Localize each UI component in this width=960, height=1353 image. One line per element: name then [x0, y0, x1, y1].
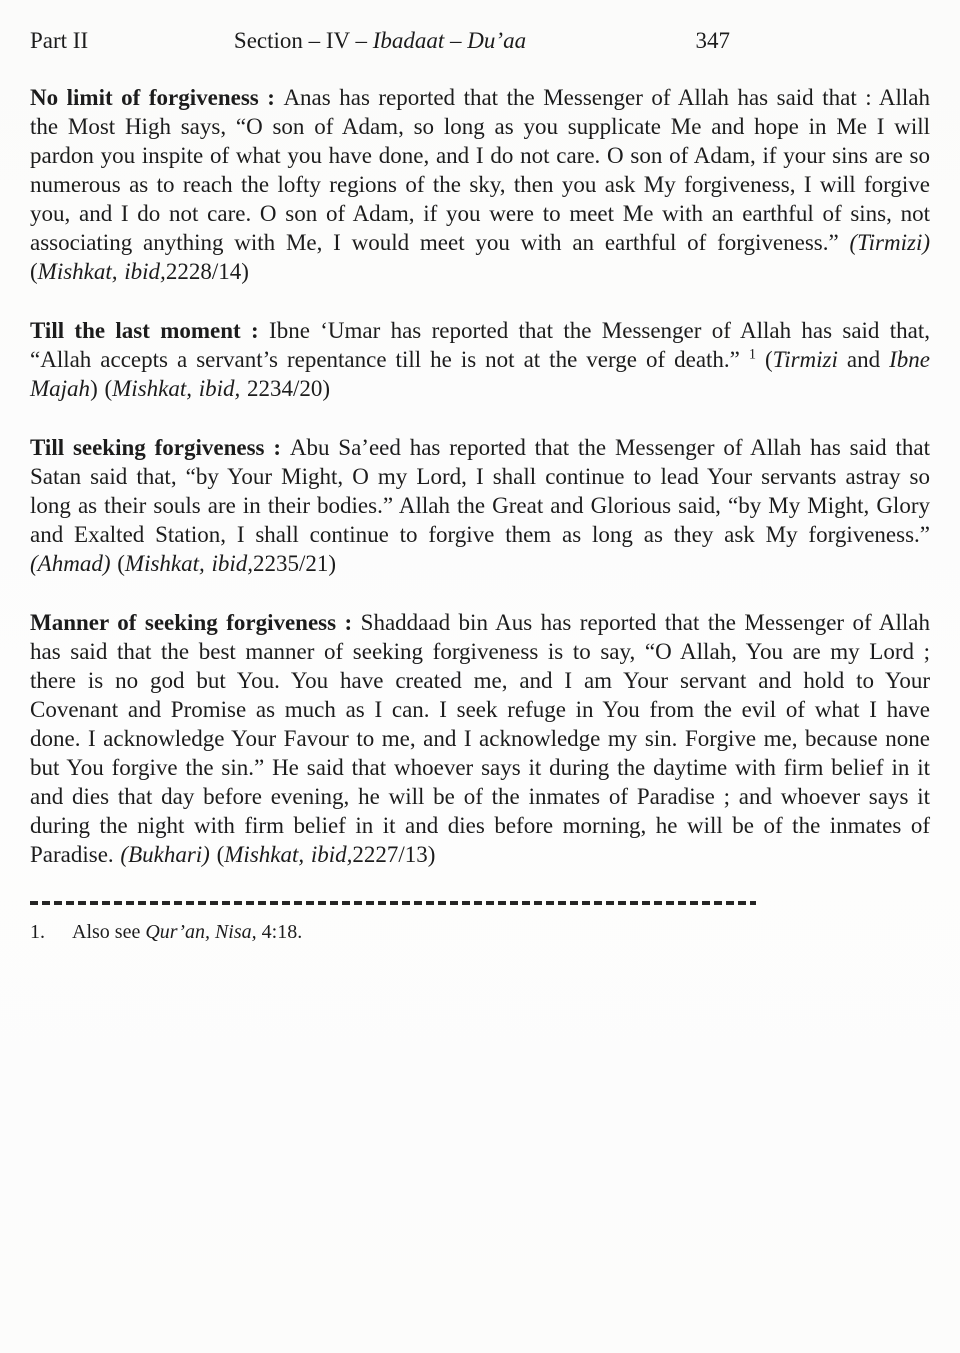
- paragraph-till-the-last-moment: [30, 316, 930, 403]
- page-header: [30, 26, 730, 56]
- citation-source: Mishkat, ibid,: [37, 259, 166, 284]
- citation-source: Tirmizi: [772, 347, 838, 372]
- citation-number: 2227/13): [352, 842, 436, 867]
- citation-source: (Tirmizi): [849, 230, 930, 255]
- citation-source: (Ahmad): [30, 551, 111, 576]
- paragraph-no-limit-of-forgiveness: [30, 83, 930, 286]
- text-run: Abu Sa’eed has reported that the Messenger of Allah has said that Satan said that, “by Your Might, O my Lord, I shall continue to lead Your servants astray so long as their souls are in their bodies.” Allah the Great and Glorious said, “by My Might, Glory and Exalted Station, I shall continue to forgive them as long as they ask My forgiveness.”: [30, 435, 930, 547]
- footnote: [30, 919, 930, 945]
- footnote-marker: 1.: [30, 921, 45, 943]
- paragraph-till-seeking-forgiveness: [30, 433, 930, 578]
- footnote-text: 4:18.: [256, 921, 303, 943]
- part-label: Part II: [30, 28, 89, 53]
- citation-source: Mishkat, ibid,: [112, 376, 241, 401]
- citation-number: 2228/14): [165, 259, 249, 284]
- page-number: 347: [695, 28, 730, 53]
- text-run: (: [209, 842, 225, 867]
- paragraph-heading: Till the last moment :: [30, 318, 270, 343]
- citation-number: 2234/20): [240, 376, 331, 401]
- text-run: (: [30, 259, 38, 284]
- text-run: (: [110, 551, 125, 576]
- paragraph-manner-of-seeking-forgiveness: [30, 608, 930, 869]
- paragraph-heading: Till seeking forgiveness :: [30, 435, 290, 460]
- paragraph-heading: No limit of forgiveness :: [30, 85, 284, 110]
- citation-number: 2235/21): [253, 551, 337, 576]
- text-run: Shaddaad bin Aus has reported that the Messenger of Allah has said that the best manner of seeking forgiveness is to say, “O Allah, You are my Lord ; there is no god but You. You have created me, and I am Your servant and hold to Your Covenant and Promise as much as I can. I seek refuge in You from the evil of what I have done. I acknowledge Your Favour to me, and I acknowledge my sin. Forgive me, because none but You forgive the sin.” He said that whoever says it during the daytime with firm belief in it and dies that day before evening, he will be of the inmates of Paradise ; and whoever says it during the night with firm belief in it and dies before morning, he will be of the inmates of Paradise.: [30, 610, 930, 867]
- footnote-reference: 1: [748, 346, 756, 363]
- text-run: (: [756, 347, 773, 372]
- section-title-regular: Section – IV –: [233, 28, 373, 53]
- page-body: [30, 83, 930, 869]
- citation-source: Mishkat, ibid,: [124, 551, 254, 576]
- text-run: and: [837, 347, 890, 372]
- footnote-text: Also see: [72, 921, 146, 943]
- section-title: [234, 26, 526, 56]
- footnote-source: Qur’an, Nisa,: [145, 921, 257, 943]
- text-run: Ibne ‘Umar has reported that the Messenger of Allah has said that, “Allah accepts a servant’s repentance till he is not at the verge of death.”: [30, 318, 930, 372]
- citation-source: Mishkat, ibid,: [224, 842, 353, 867]
- section-title-italic: Ibadaat – Du’aa: [372, 28, 527, 53]
- citation-source: Ibne Majah: [30, 347, 930, 401]
- citation-source: (Bukhari): [120, 842, 210, 867]
- text-run: Anas has reported that the Messenger of Allah has said that : Allah the Most High says, “O son of Adam, so long as you supplicate Me and hope in Me I will pardon you inspite of what you have done, and I do not care. O son of Adam, if your sins are so numerous as to reach the lofty regions of the sky, then you ask My forgiveness, I will forgive you, and I do not care. O son of Adam, if you were to meet Me with an earthful of sins, not associating anything with Me, I would meet you with an earthful of forgiveness.”: [30, 85, 930, 255]
- paragraph-heading: Manner of seeking forgiveness :: [30, 610, 361, 635]
- footnote-separator: [30, 901, 756, 905]
- text-run: ) (: [90, 376, 113, 401]
